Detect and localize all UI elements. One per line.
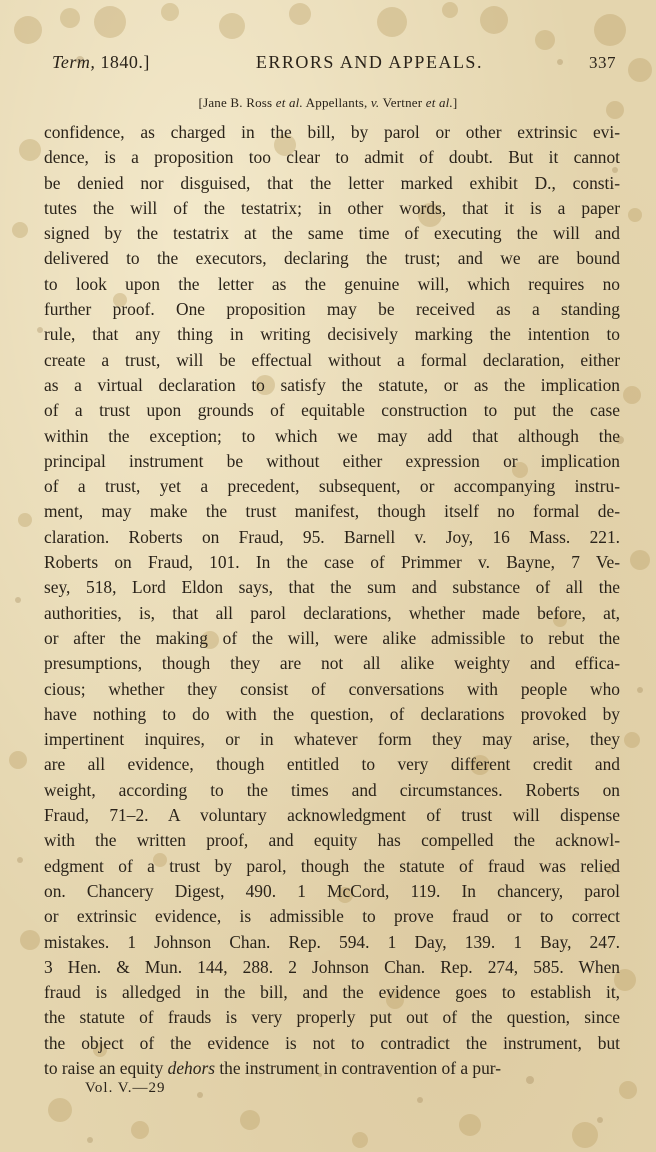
running-head bbox=[52, 52, 616, 80]
caption-open: [Jane B. Ross bbox=[198, 95, 276, 110]
text-line: tutes the will of the testatrix; in other words, that it is a paper bbox=[44, 197, 620, 218]
text-line: weight, according to the times and circumstances. Roberts on bbox=[44, 779, 620, 800]
text-line: on. Chancery Digest, 490. 1 McCord, 119. In chancery, parol bbox=[44, 880, 620, 901]
italic-dehors: dehors bbox=[167, 1057, 215, 1078]
text-line: have nothing to do with the question, of declarations provoked by bbox=[44, 703, 620, 724]
text-line: or extrinsic evidence, is admissible to prove fraud or to correct bbox=[44, 906, 620, 927]
caption-versus: v. bbox=[370, 95, 380, 110]
term-label bbox=[52, 52, 150, 73]
running-title: ERRORS AND APPEALS. bbox=[255, 52, 483, 72]
text-line: confidence, as charged in the bill, by parol or other extrinsic evi- bbox=[44, 122, 620, 142]
text-line: further proof. One proposition may be received as a standing bbox=[44, 299, 620, 320]
last-line-end: the instrument in contravention of a pur- bbox=[214, 1057, 502, 1078]
text-line: dence, is a proposition too clear to admit of doubt. But it cannot bbox=[44, 147, 620, 168]
text-line: 3 Hen. & Mun. 144, 288. 2 Johnson Chan. Rep. 274, 585. When bbox=[44, 956, 620, 977]
body-text bbox=[44, 120, 620, 1081]
text-line: mistakes. 1 Johnson Chan. Rep. 594. 1 Day, 139. 1 Bay, 247. bbox=[44, 931, 620, 952]
text-line: the object of the evidence is not to contradict the instrument, but bbox=[44, 1032, 620, 1053]
text-line: cious; whether they consist of conversations with people who bbox=[44, 678, 620, 699]
text-line: or after the making of the will, were alike admissible to rebut the bbox=[44, 627, 620, 648]
text-line: of a trust, yet a precedent, subsequent, or accompanying instru- bbox=[44, 476, 620, 497]
text-line: rule, that any thing in writing decisively marking the intention to bbox=[44, 324, 620, 345]
text-line: within the exception; to which we may add that although the bbox=[44, 425, 620, 446]
text-line: fraud is alledged in the bill, and the evidence goes to establish it, bbox=[44, 982, 620, 1003]
term-word: Term, bbox=[52, 52, 96, 72]
page-number: 337 bbox=[588, 53, 616, 72]
text-line: impertinent inquires, or in whatever form they may arise, they bbox=[44, 729, 620, 750]
text-line-last bbox=[44, 1056, 620, 1081]
last-line-start: to raise an equity bbox=[44, 1057, 168, 1078]
text-line: edgment of a trust by parol, though the statute of fraud was relied bbox=[44, 855, 620, 876]
term-year: 1840.] bbox=[95, 52, 150, 72]
text-line: of a trust upon grounds of equitable construction to put the case bbox=[44, 400, 620, 421]
text-line: be denied nor disguised, that the letter marked exhibit D., consti- bbox=[44, 172, 620, 193]
text-line: the statute of frauds is very properly put out of the question, since bbox=[44, 1007, 620, 1028]
text-line: Fraud, 71–2. A voluntary acknowledgment of trust will dispense bbox=[44, 805, 620, 826]
volume-signature: Vol. V.—29 bbox=[85, 1080, 166, 1096]
text-line: with the written proof, and equity has compelled the acknowl- bbox=[44, 830, 620, 851]
text-line: sey, 518, Lord Eldon says, that the sum and substance of all the bbox=[44, 577, 620, 598]
case-caption bbox=[0, 95, 656, 111]
caption-et-al-1: et al. bbox=[275, 95, 303, 110]
text-line: create a trust, will be effectual without a formal declaration, either bbox=[44, 349, 620, 370]
caption-mid2: Vertner bbox=[379, 95, 426, 110]
text-line: are all evidence, though entitled to very different credit and bbox=[44, 754, 620, 775]
text-line: signed by the testatrix at the same time of executing the will and bbox=[44, 223, 620, 244]
caption-mid: Appellants, bbox=[302, 95, 371, 110]
caption-close: ] bbox=[452, 95, 458, 110]
text-line: ment, may make the trust manifest, though itself no formal de- bbox=[44, 501, 620, 522]
text-line: presumptions, though they are not all alike weighty and effica- bbox=[44, 653, 620, 674]
text-line: principal instrument be without either expression or implication bbox=[44, 450, 620, 471]
text-line: as a virtual declaration to satisfy the statute, or as the implication bbox=[44, 374, 620, 395]
text-line: authorities, is, that all parol declarations, whether made before, at, bbox=[44, 602, 620, 623]
text-line: delivered to the executors, declaring the trust; and we are bound bbox=[44, 248, 620, 269]
text-line: Roberts on Fraud, 101. In the case of Primmer v. Bayne, 7 Ve- bbox=[44, 552, 620, 573]
text-line: claration. Roberts on Fraud, 95. Barnell v. Joy, 16 Mass. 221. bbox=[44, 526, 620, 547]
caption-et-al-2: et al. bbox=[425, 95, 453, 110]
text-line: to look upon the letter as the genuine will, which requires no bbox=[44, 273, 620, 294]
